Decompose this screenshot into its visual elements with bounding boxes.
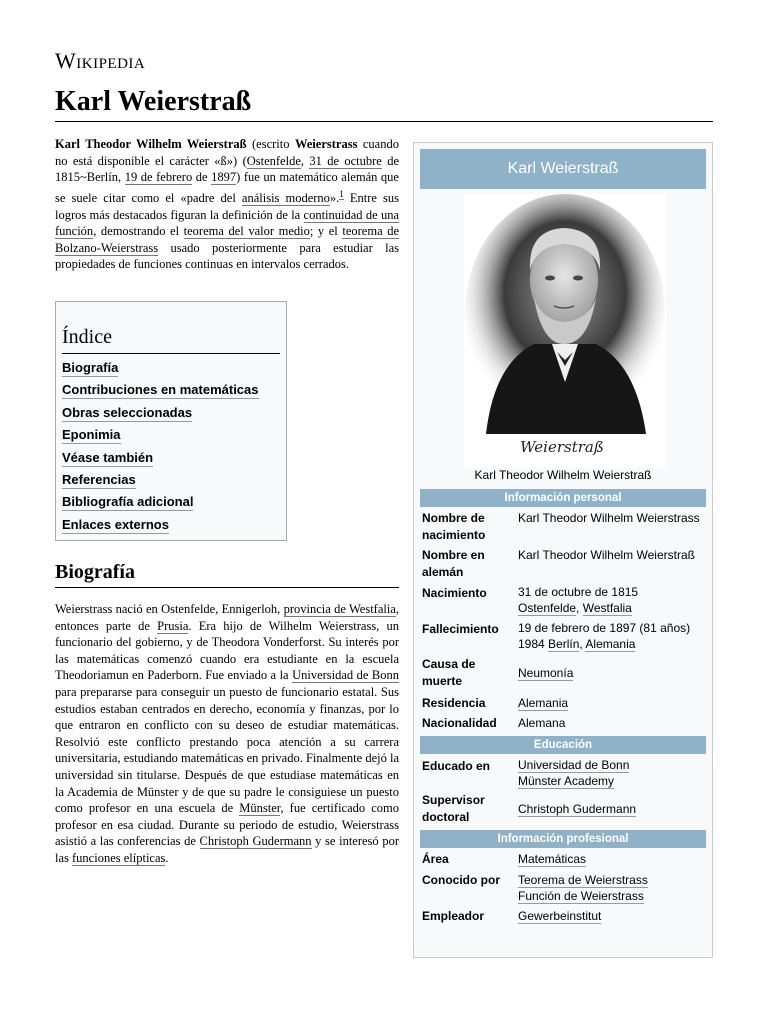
bio-text: para prepararse para conseguir un puesto de funcionario estatal. Sus estudios estaban centrados en derecho, economía y finanzas, por lo que entraron en conflicto con su deseo de estudiar matemáticas. Resolvió este conflicto prestando poca atención a su carrera universitaria, estudiando matemáticas en privado. Finalmente dejó la universidad sin titularse. Después de que estudiase matemáticas en la Academia de Münster y de que su padre le consiguiese un puesto como profesor en una escuela de (55, 684, 399, 816)
intro-text: ) fue un matemático alemán que se suele citar como el «padre del (55, 170, 399, 205)
toc-title: Índice (62, 326, 112, 348)
page-title: Karl Weierstraß (55, 86, 252, 117)
toc-item[interactable] (62, 380, 259, 402)
toc-item[interactable] (62, 358, 259, 380)
fallecimiento-number: 1984 (518, 636, 545, 651)
value-area (518, 852, 708, 868)
intro-bold-alt: Weierstrass (294, 137, 358, 151)
toc-item-label[interactable]: Enlaces externos (62, 516, 169, 532)
label-nacionalidad: Nacionalidad (422, 716, 497, 730)
value-nacionalidad: Alemana (518, 716, 566, 730)
link-alemania[interactable]: Alemania (585, 636, 636, 651)
intro-text: , demostrando el (93, 224, 184, 239)
intro-bold-name: Karl Theodor Wilhelm Weierstraß (55, 137, 247, 151)
toc-item-label[interactable]: Biografía (62, 360, 119, 375)
bio-text: y se interesó por las (55, 834, 399, 865)
link-continuidad[interactable]: continuidad de una función (55, 207, 399, 239)
label-empleador: Empleador (422, 909, 485, 923)
label-nacimiento: Nacimiento (422, 586, 487, 600)
toc-item[interactable] (62, 448, 259, 470)
link-teorema-weierstrass[interactable]: Teorema de Weierstrass (518, 873, 648, 887)
link-residencia-alemania[interactable]: Alemania (518, 696, 569, 710)
intro-text: , (300, 153, 310, 168)
value-nacimiento (518, 585, 708, 616)
bio-text: . Era hijo de Wilhelm Weierstrass, un funcionario del gobierno, y de Theodora Vonderforst. Su interés por las matemáticas comenzó cuando era estudiante en la escuela Theodoriamun en Paderborn. Fue enviado a la (55, 618, 400, 683)
reference-link[interactable]: 1 (339, 188, 344, 199)
section-informacion-personal: Información personal (420, 489, 706, 507)
label-fallecimiento: Fallecimiento (422, 622, 499, 636)
value-residencia (518, 696, 708, 712)
toc-item[interactable] (62, 470, 259, 492)
link-universidad-bonn[interactable]: Universidad de Bonn (292, 668, 400, 683)
link-westfalia[interactable]: Westfalia (582, 600, 632, 615)
toc-item-label[interactable]: Obras seleccionadas (62, 404, 193, 420)
link-berlin[interactable]: Berlín (548, 636, 580, 651)
link-funciones-elipticas[interactable]: funciones elípticas (72, 850, 166, 865)
nacimiento-place: Ostenfelde, Westfalia (518, 600, 632, 615)
title-divider (55, 121, 713, 122)
value-empleador (518, 909, 708, 925)
toc-item-label[interactable]: Bibliografía adicional (62, 494, 194, 510)
toc-item[interactable] (62, 425, 259, 447)
intro-text: de (192, 170, 212, 185)
section-educacion: Educación (420, 736, 706, 754)
toc-item[interactable] (62, 403, 259, 425)
portrait-image[interactable] (464, 194, 666, 468)
portrait-photo-icon (464, 194, 666, 468)
label-nombre-aleman: Nombre en alemán (422, 548, 485, 579)
value-conocido-por (518, 873, 708, 904)
link-19-febrero[interactable]: 19 de febrero (124, 170, 193, 185)
fallecimiento-place: 1984 Berlín, Alemania (518, 636, 636, 651)
link-gewerbeinstitut[interactable]: Gewerbeinstitut (518, 909, 602, 923)
infobox (413, 142, 713, 958)
intro-text: de 1815~Berlín, (55, 153, 400, 185)
toc-item-label[interactable]: Referencias (62, 471, 136, 487)
label-residencia: Residencia (422, 696, 486, 710)
link-matematicas[interactable]: Matemáticas (518, 852, 587, 866)
label-nombre-nacimiento: Nombre de nacimiento (422, 511, 486, 542)
value-educado-en (518, 758, 708, 789)
link-bolzano-weierstrass[interactable]: teorema de Bolzano-Weierstrass (55, 224, 399, 255)
intro-text: cuando no está disponible el carácter «ß») ( (55, 137, 399, 168)
link-teorema-valor-medio[interactable]: teorema del valor medio (183, 224, 310, 239)
value-nombre-aleman: Karl Theodor Wilhelm Weierstraß (518, 548, 695, 562)
label-conocido-por: Conocido por (422, 873, 500, 887)
link-christoph-gudermann[interactable]: Christoph Gudermann (199, 834, 312, 849)
link-munster-academy[interactable]: Münster Academy (518, 773, 615, 788)
section-heading-biografia: Biografía (55, 561, 135, 583)
portrait-caption: Karl Theodor Wilhelm Weierstraß (474, 468, 652, 482)
toc-item-label[interactable]: Contribuciones en matemáticas (62, 382, 259, 398)
bio-text: , fue certificado como profesor en esa ciudad. Durante su periodo de estudio, Weierstrass asistió a las conferencias de (55, 801, 399, 849)
link-31-octubre[interactable]: 31 de octubre (309, 153, 382, 168)
toc-item-label[interactable]: Véase también (62, 449, 154, 465)
bio-text: Weierstrass nació en Ostenfelde, Ennigerloh, (55, 602, 284, 616)
toc-divider (62, 353, 280, 354)
table-of-contents (55, 301, 287, 541)
value-nombre-nacimiento: Karl Theodor Wilhelm Weierstrass (518, 511, 700, 525)
signature: Weierstraß (520, 438, 604, 456)
wikipedia-wordmark[interactable]: Wikipedia (55, 48, 146, 73)
label-causa-muerte: Causa de muerte (422, 657, 476, 688)
intro-text: (escrito (246, 137, 295, 151)
link-analisis-moderno[interactable]: análisis moderno (241, 190, 330, 205)
label-supervisor-doctoral: Supervisor doctoral (422, 793, 485, 824)
value-fallecimiento (518, 621, 708, 652)
toc-list (62, 358, 259, 537)
link-provincia-westfalia[interactable]: provincia de Westfalia (283, 602, 396, 616)
infobox-header: Karl Weierstraß (420, 149, 706, 189)
link-funcion-weierstrass[interactable]: Función de Weierstrass (518, 888, 644, 903)
toc-item[interactable] (62, 515, 259, 537)
biography-paragraph (55, 601, 399, 867)
link-1897[interactable]: 1897 (211, 170, 237, 185)
section-informacion-profesional: Información profesional (420, 830, 706, 848)
intro-paragraph (55, 136, 399, 273)
link-universidad-bonn[interactable]: Universidad de Bonn (518, 758, 630, 772)
nacimiento-date: 31 de octubre de 1815 (518, 585, 639, 599)
value-supervisor-doctoral (518, 802, 708, 818)
bio-text: . (165, 850, 169, 865)
link-neumonia[interactable]: Neumonía (518, 666, 574, 680)
toc-item[interactable] (62, 492, 259, 514)
intro-text: Entre sus logros más destacados figuran la definición de la (55, 190, 399, 222)
bio-text: , entonces parte de (55, 602, 399, 633)
link-christoph-gudermann[interactable]: Christoph Gudermann (518, 802, 637, 816)
label-area: Área (422, 852, 449, 866)
link-ostenfelde[interactable]: Ostenfelde (518, 600, 577, 615)
intro-text: ; y el (309, 224, 343, 239)
label-educado-en: Educado en (422, 759, 491, 773)
link-munster[interactable]: Münster (239, 801, 281, 816)
link-prusia[interactable]: Prusia (157, 618, 189, 633)
intro-text: usado posteriormente para estudiar las propiedades de funciones continuas en intervalos cerrados. (55, 240, 399, 272)
section-divider (55, 587, 399, 588)
value-causa-muerte (518, 666, 708, 682)
fallecimiento-date: 19 de febrero de 1897 (81 años) (518, 621, 691, 635)
toc-item-label[interactable]: Eponimia (62, 427, 121, 443)
link-ostenfelde[interactable]: Ostenfelde (246, 153, 301, 168)
intro-text: ». (329, 190, 340, 205)
